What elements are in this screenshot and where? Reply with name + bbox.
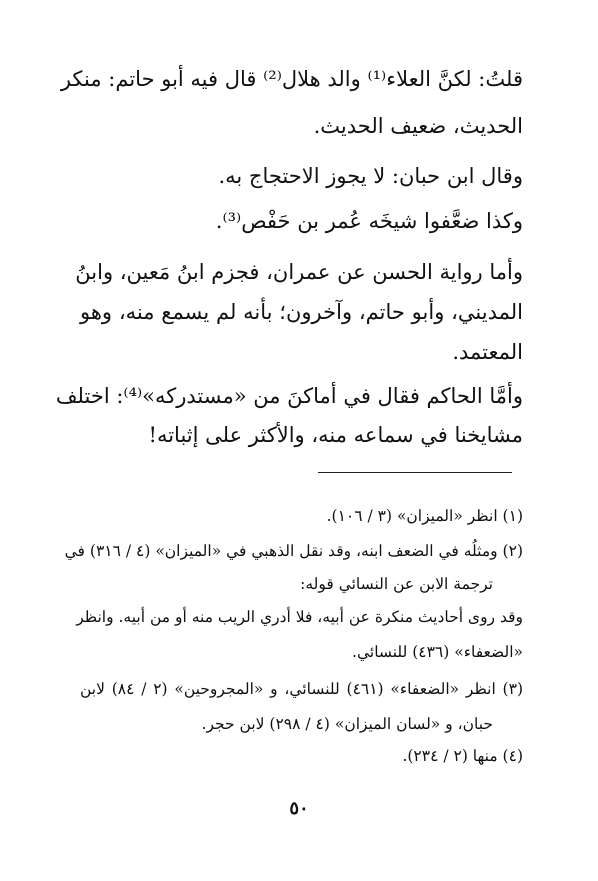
body-line-1: قلتُ: لكنَّ العلاء⁽¹⁾ والد هلال⁽²⁾ قال فيه أبو حاتم: منكر (60, 67, 523, 91)
footnote-line-7: حبان، و «لسان الميزان» (٤ / ٢٩٨) لابن حجر. (201, 715, 493, 733)
body-line-4: وكذا ضعَّفوا شيخَه عُمر بن حَفْص⁽³⁾. (215, 209, 523, 233)
footnote-line-4: وقد روى أحاديث منكرة عن أبيه، فلا أدري الريب منه أو من أبيه. وانظر (76, 608, 523, 626)
body-line-8: وأمَّا الحاكم فقال في أماكنَ من «مستدركه»⁽⁴⁾: اختلف (55, 384, 523, 408)
body-line-2: الحديث، ضعيف الحديث. (313, 114, 523, 138)
footnote-line-8: (٤) منها (٢ / ٢٣٤). (402, 747, 523, 765)
body-line-9: مشايخنا في سماعه منه، والأكثر على إثباته! (148, 423, 523, 447)
body-line-7: المعتمد. (452, 340, 523, 364)
footnote-line-2: (٢) ومثلُه في الضعف ابنه، وقد نقل الذهبي في «الميزان» (٤ / ٣١٦) في (64, 542, 523, 560)
body-line-6: المديني، وأبو حاتم، وآخرون؛ بأنه لم يسمع منه، وهو (80, 300, 523, 324)
footnote-line-3: ترجمة الابن عن النسائي قوله: (300, 575, 493, 593)
body-line-3: وقال ابن حبان: لا يجوز الاحتجاج به. (218, 164, 523, 188)
footnote-separator (318, 472, 512, 473)
page-number: ٥٠ (289, 798, 309, 819)
footnote-line-6: (٣) انظر «الضعفاء» (٤٦١) للنسائي، و «المجروحين» (٢ / ٨٤) لابن (80, 680, 523, 698)
footnote-line-1: (١) انظر «الميزان» (٣ / ١٠٦). (326, 507, 523, 525)
body-line-5: وأما رواية الحسن عن عمران، فجزم ابنُ مَعين، وابنُ (75, 260, 523, 284)
footnote-line-5: «الضعفاء» (٤٣٦) للنسائي. (352, 643, 523, 661)
